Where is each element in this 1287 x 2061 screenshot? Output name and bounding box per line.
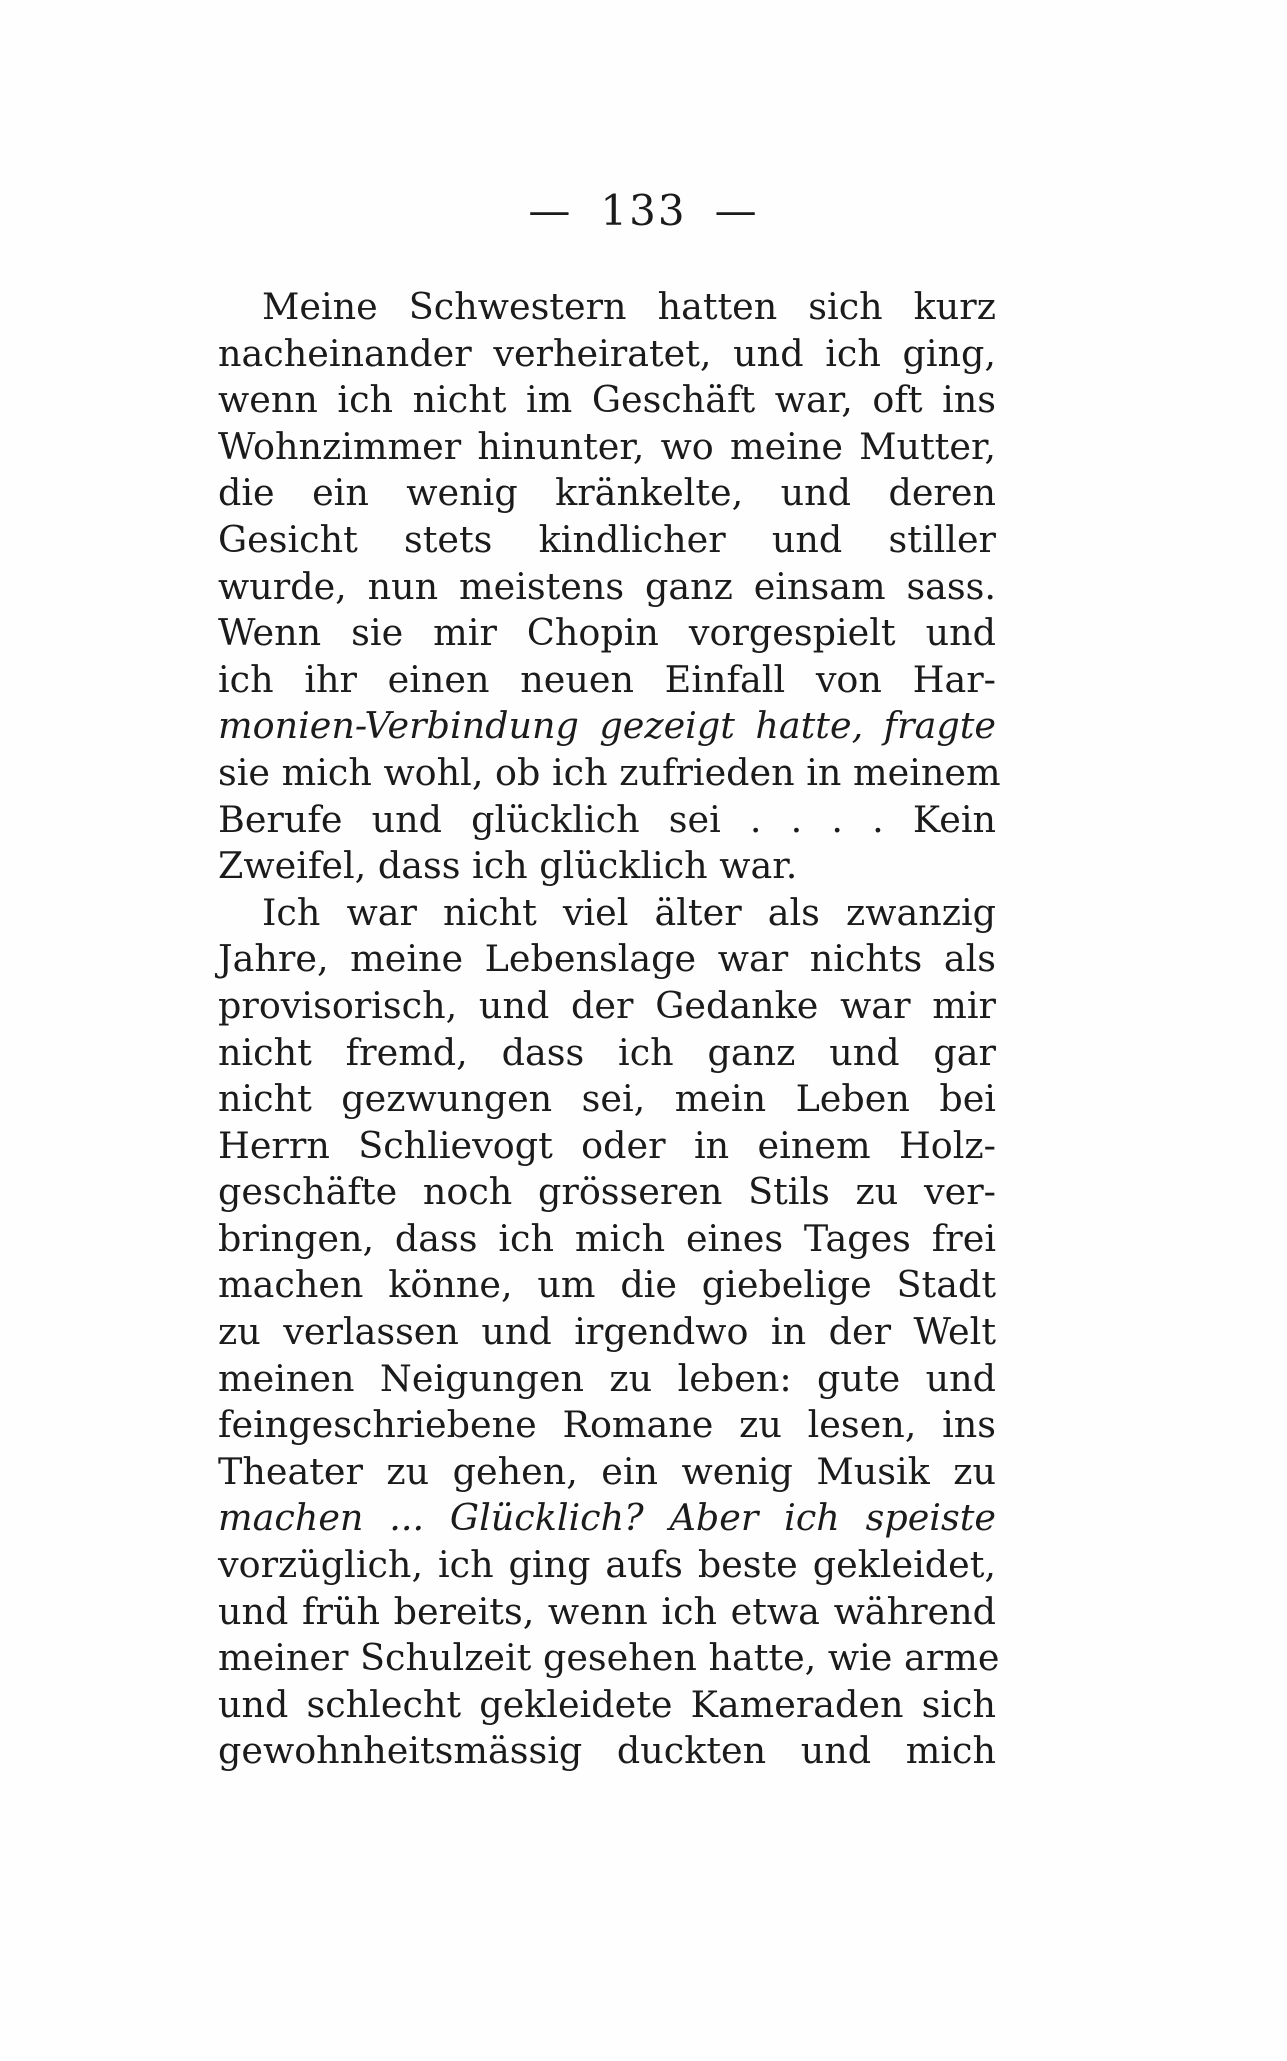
paragraph-1-last-line: Zweifel, dass ich glücklich war.	[218, 844, 798, 888]
paragraph-2-line-mixed	[218, 1495, 996, 1542]
paragraph-2-line: nicht fremd, dass ich ganz und gar	[218, 1030, 996, 1074]
paragraph-1-line-italic: monien-Verbindung gezeigt hatte, fragte	[218, 704, 996, 748]
paragraph-1-line: ich ihr einen neuen Einfall von Har-	[218, 657, 996, 701]
paragraph-1-line: sie mich wohl, ob ich zufrieden in meinem	[218, 750, 1001, 794]
body-text	[218, 284, 1001, 1775]
paragraph-2-line: und früh bereits, wenn ich etwa während	[218, 1589, 996, 1633]
paragraph-1-line: Meine Schwestern hatten sich kurz	[262, 285, 996, 328]
paragraph-2-line: Theater zu gehen, ein wenig Musik zu	[218, 1449, 996, 1493]
paragraph-2-line: vorzüglich, ich ging aufs beste gekleidet,	[218, 1543, 996, 1587]
paragraph-1-line: wurde, nun meistens ganz einsam sass.	[218, 564, 996, 608]
paragraph-2-line: provisorisch, und der Gedanke war mir	[218, 983, 996, 1027]
paragraph-2-line: Jahre, meine Lebenslage war nichts als	[218, 937, 996, 981]
paragraph-2-line: gewohnheitsmässig duckten und mich	[218, 1729, 996, 1773]
italic-phrase: machen ... Glücklich?	[218, 1496, 644, 1540]
paragraph-2-line: meiner Schulzeit gesehen hatte, wie arme	[218, 1636, 1000, 1680]
paragraph-2-line: Herrn Schlievogt oder in einem Holz-	[218, 1123, 996, 1167]
paragraph-2-line: machen könne, um die giebelige Stadt	[218, 1263, 996, 1307]
paragraph-1-line: Wohnzimmer hinunter, wo meine Mutter,	[218, 424, 996, 468]
paragraph-1-line: Berufe und glücklich sei . . . . Kein	[218, 797, 996, 841]
paragraph-1-line: die ein wenig kränkelte, und deren	[218, 471, 996, 515]
paragraph-1-line: Wenn sie mir Chopin vorgespielt und	[218, 611, 996, 655]
paragraph-2-line: meinen Neigungen zu leben: gute und	[218, 1356, 996, 1400]
page-number-header	[0, 186, 1287, 235]
header-dash-right: —	[714, 186, 759, 235]
paragraph-1-line: wenn ich nicht im Geschäft war, oft ins	[218, 378, 996, 422]
paragraph-2-line: feingeschriebene Romane zu lesen, ins	[218, 1403, 996, 1447]
paragraph-1-line: nacheinander verheiratet, und ich ging,	[218, 331, 996, 375]
header-dash-left: —	[528, 186, 573, 235]
paragraph-1-line: Gesicht stets kindlicher und stiller	[218, 517, 996, 561]
paragraph-2-line: bringen, dass ich mich eines Tages frei	[218, 1216, 996, 1260]
paragraph-2-line: Ich war nicht viel älter als zwanzig	[262, 890, 996, 934]
paragraph-2-line: und schlecht gekleidete Kameraden sich	[218, 1682, 996, 1726]
paragraph-2-line: nicht gezwungen sei, mein Leben bei	[218, 1077, 996, 1121]
page-number: 133	[600, 186, 687, 235]
paragraph-2-line: geschäfte noch grösseren Stils zu ver-	[218, 1170, 996, 1214]
italic-phrase-continued: Aber ich speiste	[643, 1496, 996, 1540]
paragraph-2-line: zu verlassen und irgendwo in der Welt	[218, 1310, 996, 1354]
